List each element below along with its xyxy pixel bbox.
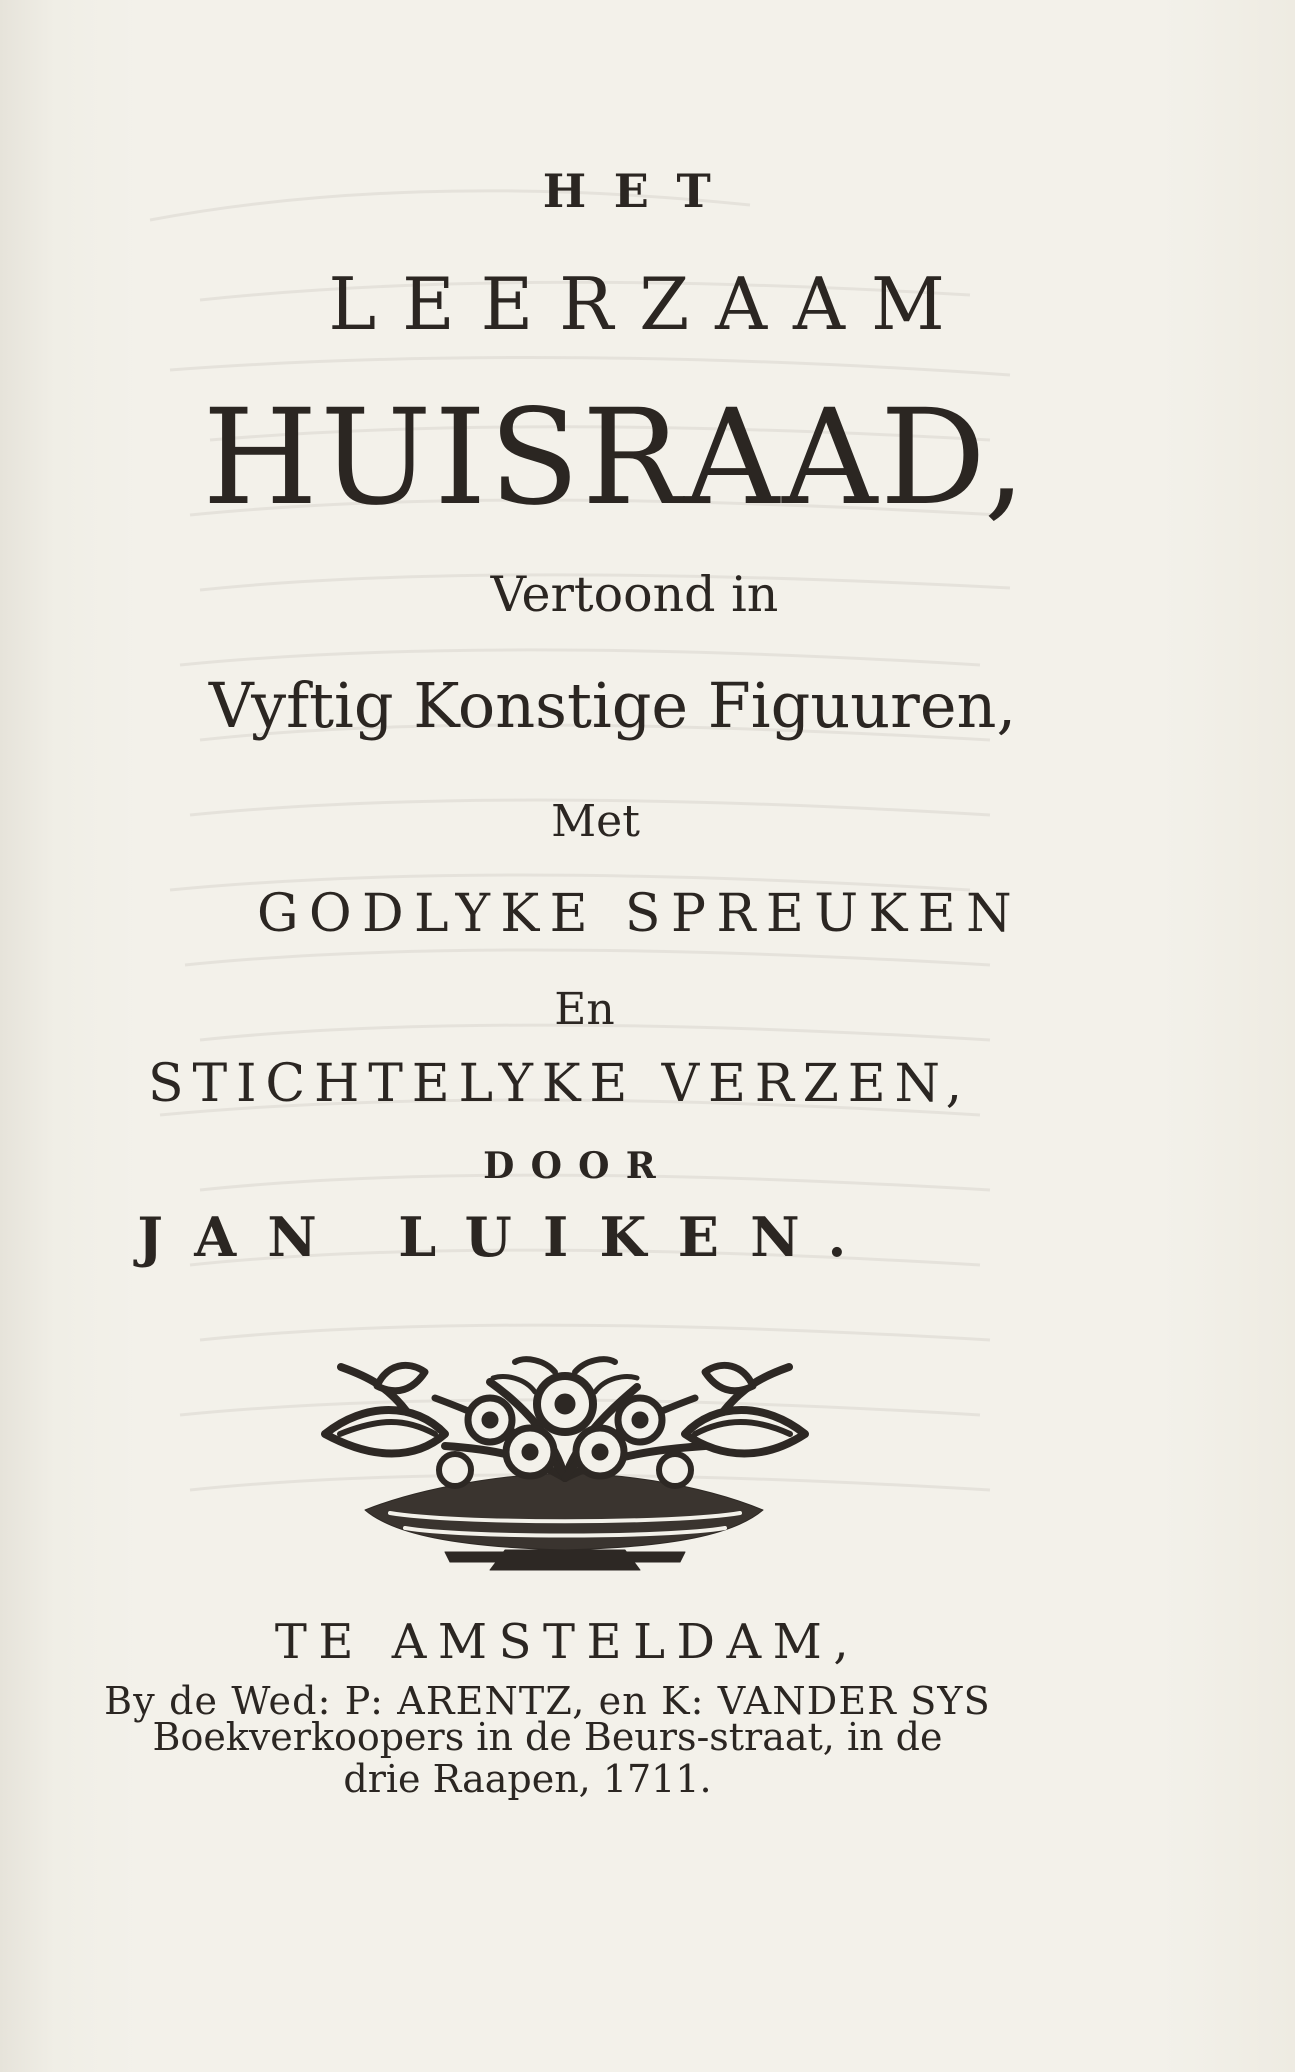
title-line-met: Met	[551, 796, 640, 847]
title-line-godlyke-spreuken: GODLYKE SPREUKEN	[257, 884, 1022, 944]
title-line-huisraad: HUISRAAD,	[202, 381, 1029, 535]
title-line-het: HET	[542, 164, 739, 218]
title-line-vertoond-in: Vertoond in	[490, 566, 779, 623]
title-line-door: DOOR	[483, 1145, 672, 1187]
title-line-vyftig-konstige-figuuren: Vyftig Konstige Figuuren,	[208, 669, 1017, 742]
title-line-stichtelyke-verzen: STICHTELYKE VERZEN,	[148, 1054, 971, 1114]
flower-basket-ornament	[285, 1342, 845, 1577]
imprint-year: drie Raapen, 1711.	[343, 1757, 712, 1801]
title-line-en: En	[554, 984, 615, 1035]
author-name: JAN LUIKEN.	[137, 1205, 878, 1269]
imprint-place: TE AMSTELDAM,	[274, 1614, 861, 1670]
imprint-publishers: By de Wed: P: ARENTZ, en K: VANDER SYS	[104, 1679, 991, 1723]
title-line-leerzaam: LEERZAAM	[328, 262, 971, 346]
imprint-booksellers: Boekverkoopers in de Beurs-straat, in de	[152, 1715, 943, 1759]
